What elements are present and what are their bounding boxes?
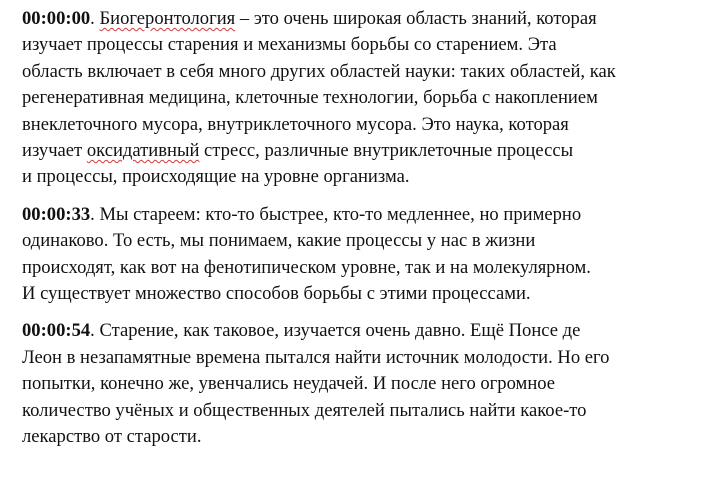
text-run: изучает bbox=[22, 140, 87, 162]
text-line: происходят, как вот на фенотипическом уровне, так и на молекулярном. bbox=[22, 256, 591, 278]
text-line: попытки, конечно же, увенчались неудачей. И после него огромное bbox=[22, 373, 556, 395]
spellcheck-flagged-word[interactable]: оксидативный bbox=[86, 140, 200, 162]
text-line: изучает процессы старения и механизмы борьбы со старением. Эта bbox=[22, 34, 557, 56]
text-line: и процессы, происходящие на уровне организма. bbox=[22, 166, 410, 188]
text-run: стресс, различные внутриклеточные процессы bbox=[199, 140, 574, 162]
timestamp: 00:00:00 bbox=[22, 8, 91, 29]
timestamp: 00:00:54 bbox=[22, 320, 91, 342]
text-line: И существует множество способов борьбы с этими процессами. bbox=[22, 283, 531, 305]
timestamp-separator: . bbox=[90, 8, 100, 29]
text-line: Леон в незапамятные времена пытался найти источник молодости. Но его bbox=[22, 346, 610, 368]
text-line bbox=[22, 318, 712, 344]
text-line bbox=[22, 6, 712, 32]
transcript-paragraph bbox=[22, 318, 712, 450]
transcript-paragraph bbox=[22, 202, 712, 308]
transcript-paragraph bbox=[22, 6, 712, 191]
text-line bbox=[22, 138, 712, 164]
timestamp-separator: . bbox=[90, 320, 100, 342]
timestamp: 00:00:33 bbox=[22, 203, 91, 225]
text-run: Мы стареем: кто-то быстрее, кто-то медленнее, но примерно bbox=[99, 203, 582, 225]
document-page bbox=[22, 6, 712, 462]
text-run: – это очень широкая область знаний, которая bbox=[235, 8, 597, 29]
text-line: количество учёных и общественных деятелей пытались найти какое-то bbox=[22, 399, 587, 421]
text-line: регенеративная медицина, клеточные технологии, борьба с накоплением bbox=[22, 87, 598, 109]
timestamp-separator: . bbox=[90, 203, 100, 225]
text-line bbox=[22, 202, 712, 228]
spellcheck-flagged-word[interactable]: Биогеронтология bbox=[99, 8, 236, 29]
text-line: лекарство от старости. bbox=[22, 426, 202, 448]
text-line: одинаково. То есть, мы понимаем, какие процессы у нас в жизни bbox=[22, 230, 536, 252]
text-line: внеклеточного мусора, внутриклеточного мусора. Это наука, которая bbox=[22, 113, 569, 135]
text-line: область включает в себя много других областей науки: таких областей, как bbox=[22, 60, 616, 82]
text-run: Старение, как таковое, изучается очень давно. Ещё Понсе де bbox=[99, 320, 581, 342]
